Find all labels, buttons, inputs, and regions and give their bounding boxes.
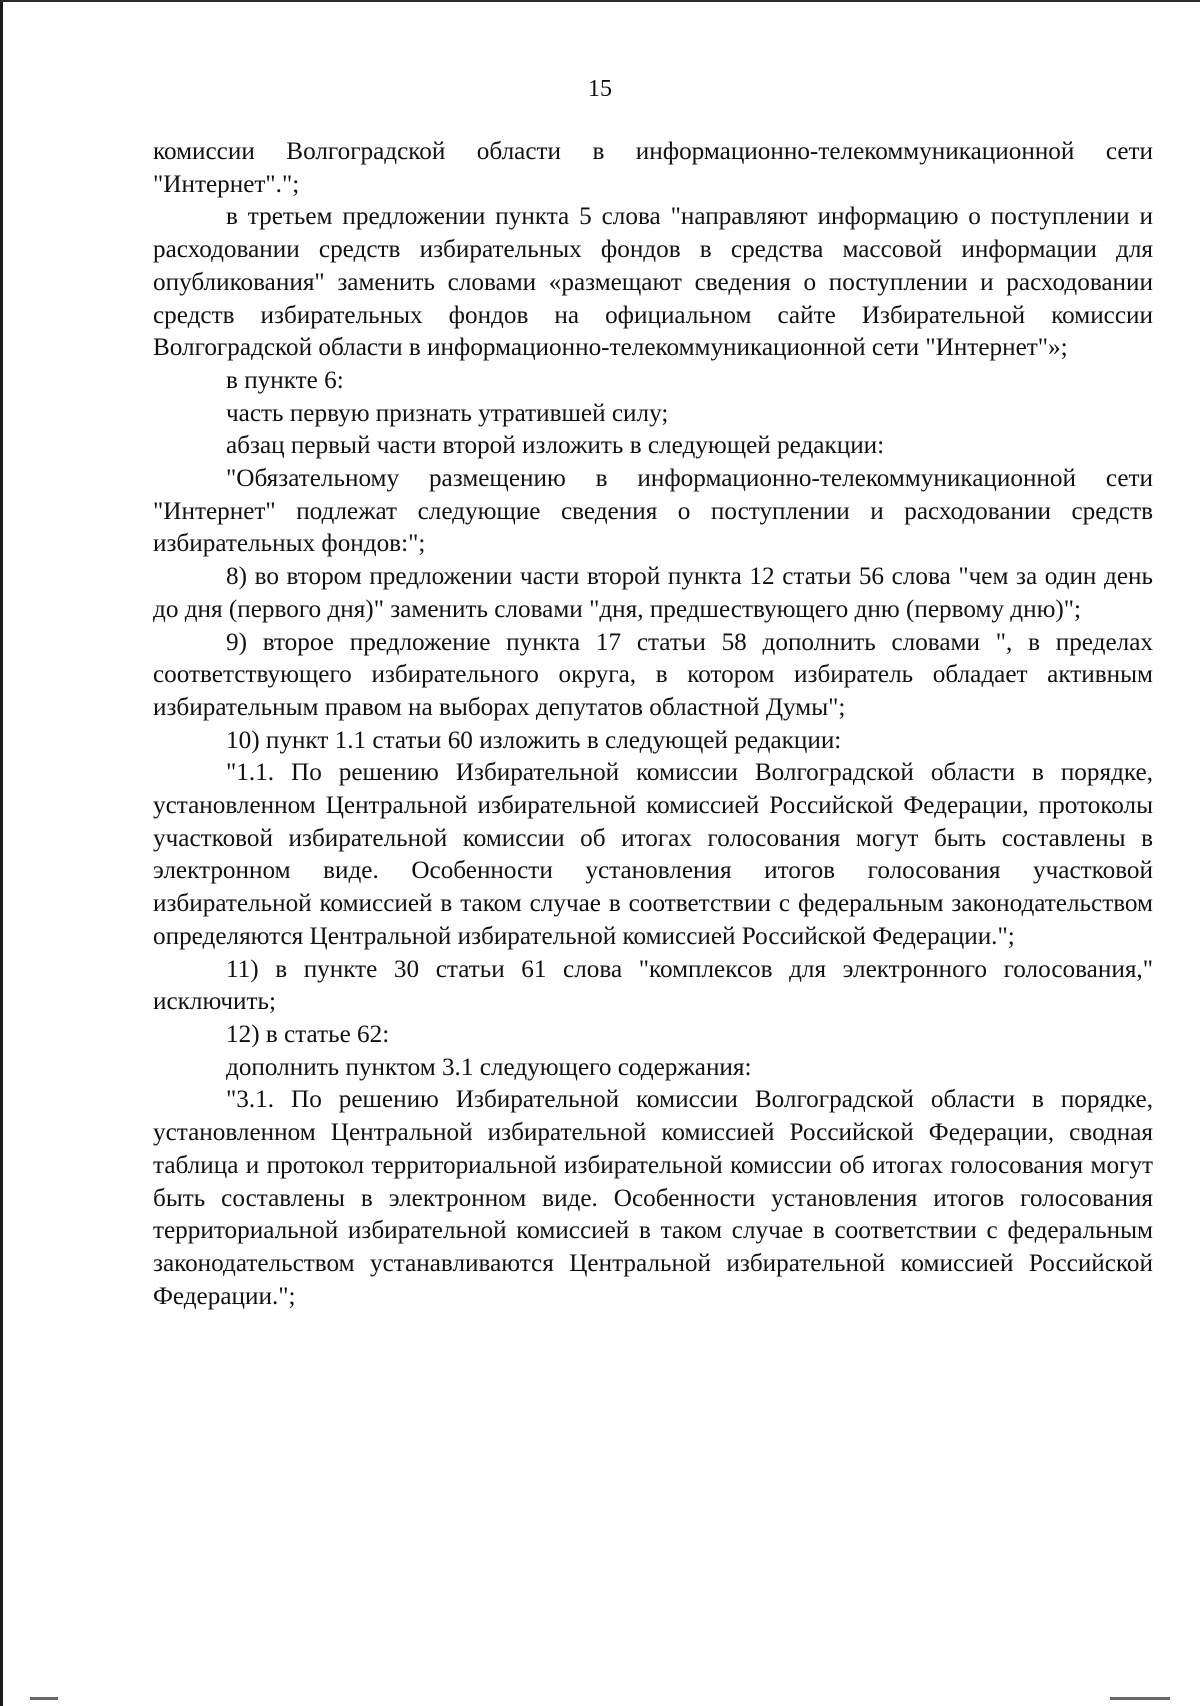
paragraph-12: 12) в статье 62: (226, 1020, 390, 1048)
paragraph-6: "Обязательному размещению в информационно-телекоммуникационной сети "Интернет" подлежат следующие сведения о поступлении и расходовании средств избирательных фондов:"; (153, 465, 1153, 558)
paragraph-9: 10) пункт 1.1 статьи 60 изложить в следующей редакции: (226, 726, 842, 754)
scan-edge-left (0, 0, 3, 1706)
paragraph-2: в третьем предложении пункта 5 слова "направляют информацию о поступлении и расходовании средств избирательных фондов в средства массовой информации для опубликования" заменить словами «размещают сведения о поступлении и расходовании средств избирательных фондов на официальном сайте Избирательной комиссии Волгоградской области в информационно-телекоммуникационной сети "Интернет"»; (153, 203, 1153, 362)
paragraph-8: 9) второе предложение пункта 17 статьи 58 дополнить словами ", в пределах соответствующего избирательного округа, в котором избиратель обладает активным избирательным правом на выборах депутатов областной Думы"; (153, 628, 1153, 721)
page-number: 15 (588, 76, 612, 102)
document-body (153, 136, 1153, 1313)
scan-artifact (1110, 1697, 1170, 1700)
paragraph-4: часть первую признать утратившей силу; (226, 399, 669, 427)
paragraph-13: дополнить пунктом 3.1 следующего содержания: (226, 1053, 752, 1081)
paragraph-11: 11) в пункте 30 статьи 61 слова "комплексов для электронного голосования," исключить; (153, 955, 1153, 1016)
scan-edge-top (0, 0, 1200, 2)
paragraph-7: 8) во втором предложении части второй пункта 12 статьи 56 слова "чем за один день до дня (первого дня)" заменить словами "дня, предшествующего дню (первому дню)"; (153, 563, 1153, 623)
paragraph-14: "3.1. По решению Избирательной комиссии Волгоградской области в порядке, установленном Центральной избирательной комиссией Российской Федерации, сводная таблица и протокол территориальной избирательной комиссии об итогах голосования могут быть составлены в электронном виде. Особенности установления итогов голосования территориальной избирательной комиссией в таком случае в соответствии с федеральным законодательством устанавливаются Центральной избирательной комиссией Российской Федерации."; (153, 1086, 1153, 1310)
paragraph-10: "1.1. По решению Избирательной комиссии Волгоградской области в порядке, установленном Центральной избирательной комиссией Российской Федерации, протоколы участковой избирательной комиссии об итогах голосования могут быть составлены в электронном виде. Особенности установления итогов голосования участковой избирательной комиссией в таком случае в соответствии с федеральным законодательством определяются Центральной избирательной комиссией Российской Федерации."; (153, 759, 1153, 950)
paragraph-1: комиссии Волгоградской области в информационно-телекоммуникационной сети "Интернет"."; (153, 138, 1153, 198)
scan-artifact (30, 1697, 58, 1700)
paragraph-5: абзац первый части второй изложить в следующей редакции: (226, 432, 885, 460)
paragraph-3: в пункте 6: (226, 366, 344, 394)
